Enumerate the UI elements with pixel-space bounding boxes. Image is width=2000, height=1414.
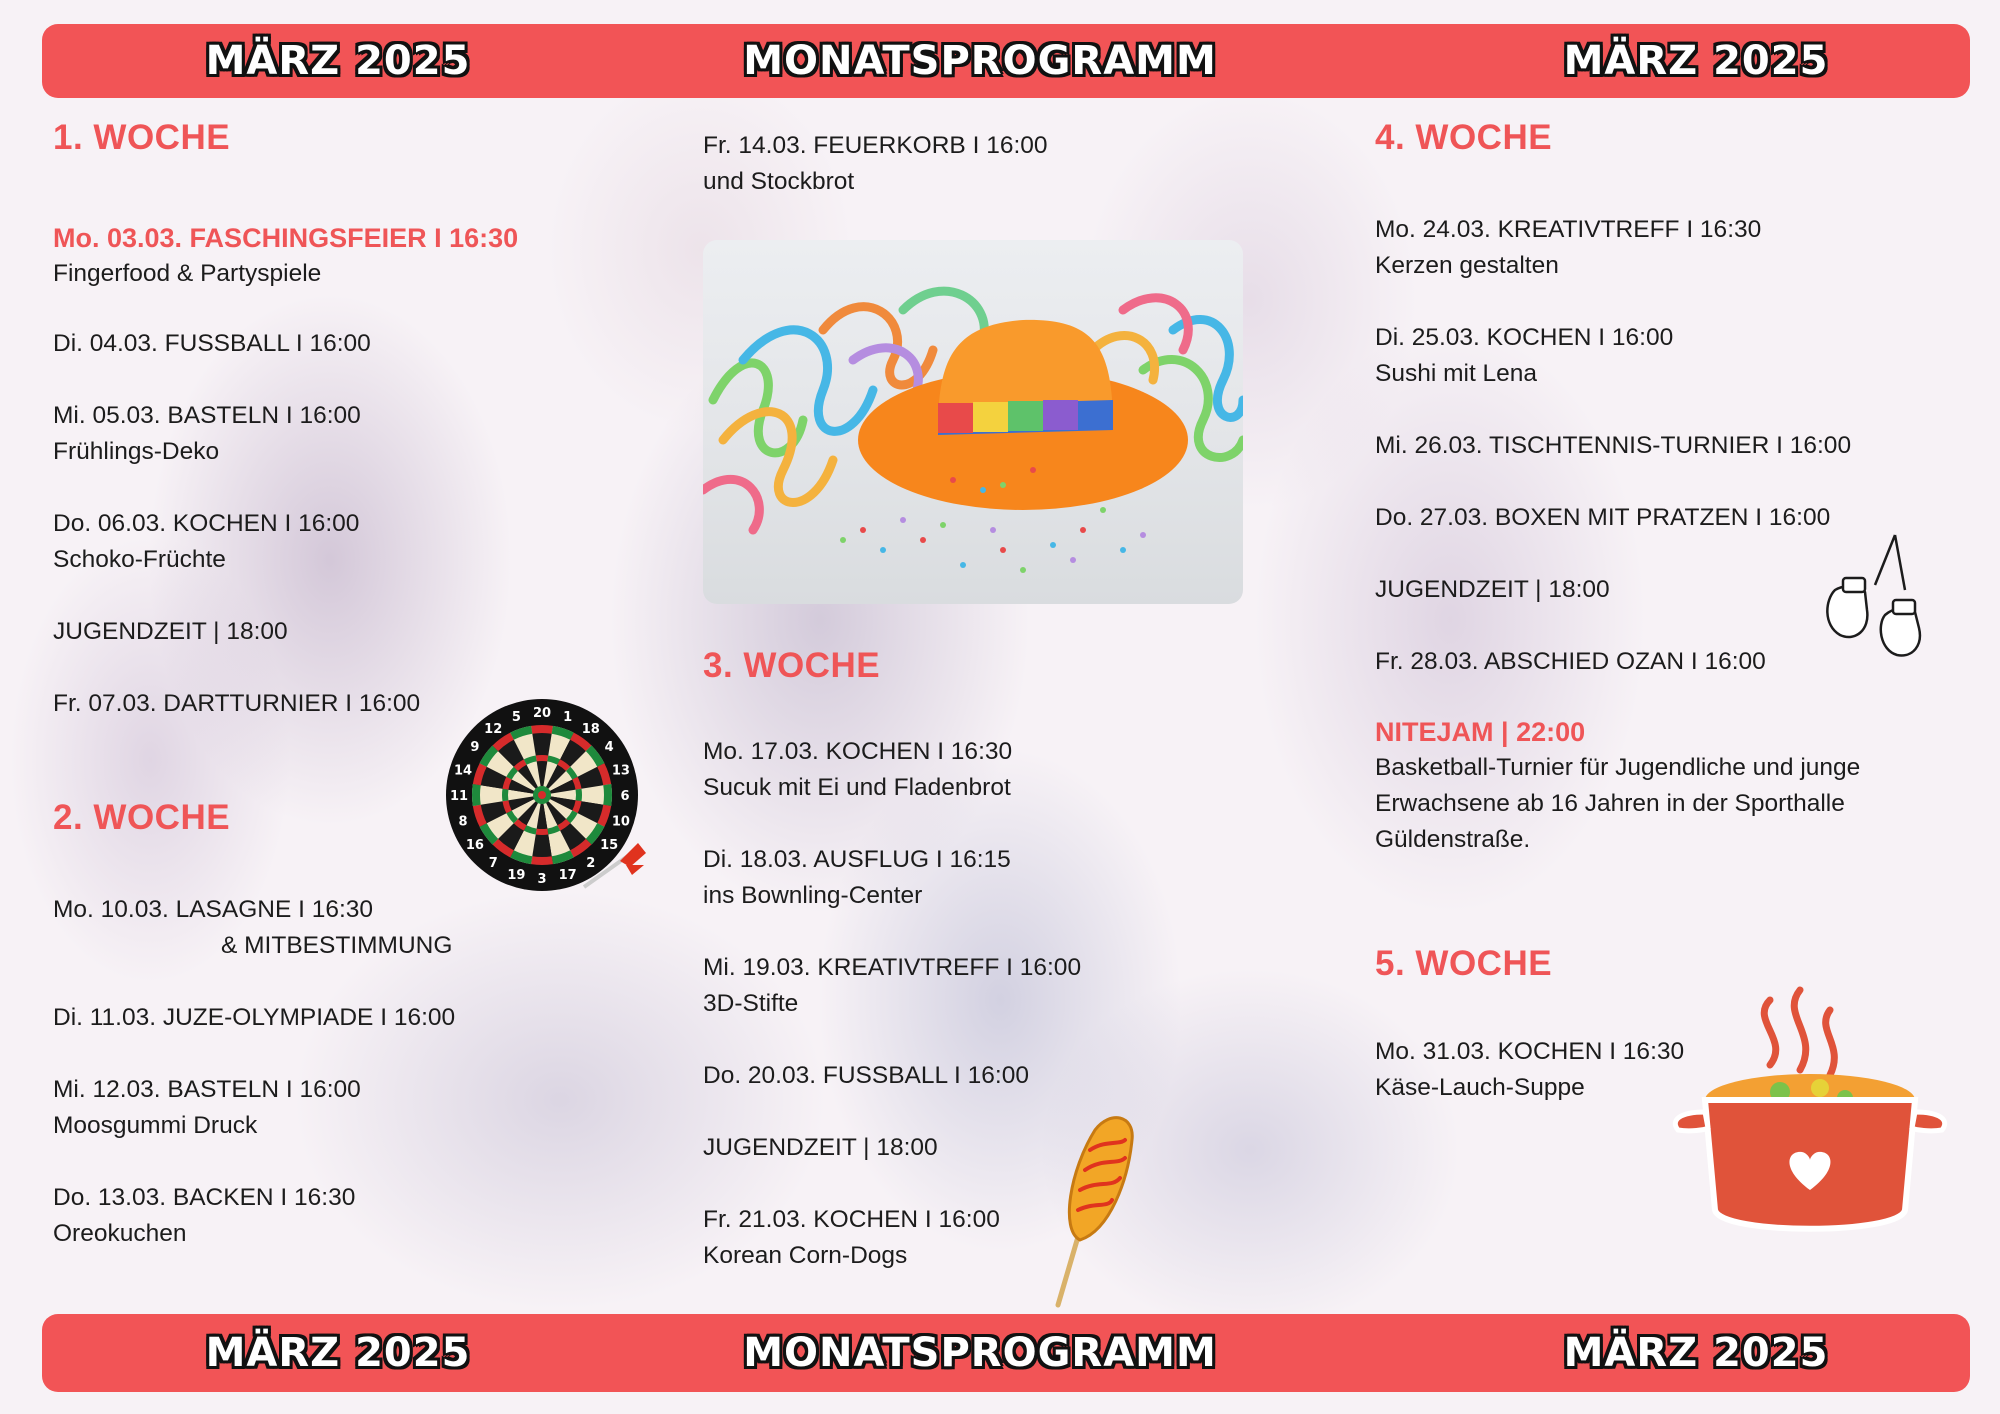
dartboard-number: 12 xyxy=(484,721,503,737)
week-2-heading: 2. WOCHE xyxy=(53,798,231,837)
event-subtitle: Schoko-Früchte xyxy=(53,546,226,573)
week-5-heading: 5. WOCHE xyxy=(1375,944,1553,983)
event-subtitle: Käse-Lauch-Suppe xyxy=(1375,1074,1585,1101)
dartboard-number: 17 xyxy=(558,867,577,883)
event-jugendzeit-2 xyxy=(703,1130,1263,1166)
event-subtitle: Sucuk mit Ei und Fladenbrot xyxy=(703,774,1011,801)
event-subtitle: und Stockbrot xyxy=(703,168,855,195)
event-title: Mo. 10.03. LASAGNE I 16:30 xyxy=(53,896,374,923)
header-band xyxy=(42,24,1970,98)
event-title: NITEJAM | 22:00 xyxy=(1375,717,1586,747)
event-title: Do. 20.03. FUSSBALL I 16:00 xyxy=(703,1062,1029,1089)
event-basteln-2 xyxy=(53,1072,653,1144)
column-2 xyxy=(703,128,1263,200)
event-subtitle: & MITBESTIMMUNG xyxy=(221,932,453,959)
dartboard-number: 7 xyxy=(488,856,498,872)
event-title: Fr. 07.03. DARTTURNIER I 16:00 xyxy=(53,690,421,717)
event-title: Mi. 12.03. BASTELN I 16:00 xyxy=(53,1076,361,1103)
dartboard-number: 2 xyxy=(586,856,596,872)
dartboard-number: 11 xyxy=(449,789,469,804)
event-backen xyxy=(53,1180,653,1252)
event-basteln xyxy=(53,398,653,470)
event-kochen xyxy=(53,506,653,578)
event-fussball xyxy=(53,326,653,362)
dartboard-number: 8 xyxy=(458,814,468,830)
dartboard-number: 13 xyxy=(611,763,630,779)
event-title: Mi. 26.03. TISCHTENNIS-TURNIER I 16:00 xyxy=(1375,432,1852,459)
header-title: MONATSPROGRAMM xyxy=(743,38,1217,84)
event-subtitle: ins Bownling-Center xyxy=(703,882,923,909)
event-title: JUGENDZEIT | 18:00 xyxy=(1375,576,1610,603)
event-subtitle: Fingerfood & Partyspiele xyxy=(53,260,322,287)
event-title: Do. 27.03. BOXEN MIT PRATZEN I 16:00 xyxy=(1375,504,1831,531)
dartboard-number: 6 xyxy=(620,789,630,804)
event-title: Mo. 24.03. KREATIVTREFF I 16:30 xyxy=(1375,216,1762,243)
header-month-left: MÄRZ 2025 xyxy=(205,38,471,84)
event-kochen-corndogs xyxy=(703,1202,1263,1274)
dartboard-number: 18 xyxy=(581,721,600,737)
dartboard-number: 5 xyxy=(511,710,521,726)
event-title: Di. 11.03. JUZE-OLYMPIADE I 16:00 xyxy=(53,1004,456,1031)
event-lasagne xyxy=(53,892,653,964)
cooking-pot-icon xyxy=(1660,980,1960,1250)
event-title: JUGENDZEIT | 18:00 xyxy=(703,1134,938,1161)
footer-month-right: MÄRZ 2025 xyxy=(1563,1330,1829,1376)
event-tischtennis xyxy=(1375,428,1955,464)
steam-icon xyxy=(1764,990,1834,1075)
boxing-gloves-icon xyxy=(1815,530,1935,660)
dartboard-icon xyxy=(442,695,652,895)
event-title: JUGENDZEIT | 18:00 xyxy=(53,618,288,645)
event-subtitle: Korean Corn-Dogs xyxy=(703,1242,908,1269)
dartboard-number: 19 xyxy=(507,867,526,883)
event-title: Mi. 05.03. BASTELN I 16:00 xyxy=(53,402,361,429)
event-kreativtreff-kerzen xyxy=(1375,212,1955,284)
week-3-heading: 3. WOCHE xyxy=(703,646,881,685)
event-kochen-sushi xyxy=(1375,320,1955,392)
event-jugendzeit xyxy=(53,614,653,650)
dartboard-number: 4 xyxy=(604,740,614,756)
event-subtitle: 3D-Stifte xyxy=(703,990,799,1017)
event-kochen-sucuk xyxy=(703,734,1263,806)
dartboard-number: 20 xyxy=(532,706,552,721)
event-title: Di. 18.03. AUSFLUG I 16:15 xyxy=(703,846,1011,873)
event-subtitle: Kerzen gestalten xyxy=(1375,252,1559,279)
event-title: Fr. 28.03. ABSCHIED OZAN I 16:00 xyxy=(1375,648,1766,675)
event-fussball-2 xyxy=(703,1058,1263,1094)
event-subtitle: Moosgummi Druck xyxy=(53,1112,258,1139)
dartboard-number: 1 xyxy=(563,710,573,726)
dartboard-number: 3 xyxy=(537,872,547,887)
event-title: Mo. 31.03. KOCHEN I 16:30 xyxy=(1375,1038,1685,1065)
event-title: Mo. 03.03. FASCHINGSFEIER I 16:30 xyxy=(53,223,519,253)
event-description: Basketball-Turnier für Jugendliche und junge Erwachsene ab 16 Jahren in der Sporthalle Güldenstraße. xyxy=(1375,754,1861,853)
event-subtitle: Sushi mit Lena xyxy=(1375,360,1538,387)
event-title: Do. 06.03. KOCHEN I 16:00 xyxy=(53,510,360,537)
event-title: Do. 13.03. BACKEN I 16:30 xyxy=(53,1184,356,1211)
event-faschingsfeier xyxy=(53,220,653,292)
event-nitejam xyxy=(1375,714,1955,858)
event-title: Mi. 19.03. KREATIVTREFF I 16:00 xyxy=(703,954,1082,981)
event-kreativtreff xyxy=(703,950,1263,1022)
event-title: Fr. 21.03. KOCHEN I 16:00 xyxy=(703,1206,1000,1233)
dartboard-number: 16 xyxy=(465,837,484,853)
event-title: Di. 25.03. KOCHEN I 16:00 xyxy=(1375,324,1674,351)
column-1 xyxy=(53,118,653,1252)
event-title: Mo. 17.03. KOCHEN I 16:30 xyxy=(703,738,1013,765)
dartboard-number: 10 xyxy=(611,814,630,830)
week-1-heading: 1. WOCHE xyxy=(53,118,231,157)
footer-month-left: MÄRZ 2025 xyxy=(205,1330,471,1376)
dartboard-number: 14 xyxy=(454,763,473,779)
dartboard-number: 15 xyxy=(600,837,619,853)
party-hat-image xyxy=(703,240,1243,604)
dartboard-number: 9 xyxy=(470,740,480,756)
event-ausflug xyxy=(703,842,1263,914)
footer-title: MONATSPROGRAMM xyxy=(743,1330,1217,1376)
event-subtitle: Frühlings-Deko xyxy=(53,438,220,465)
event-title: Fr. 14.03. FEUERKORB I 16:00 xyxy=(703,132,1048,159)
event-feuerkorb xyxy=(703,128,1263,200)
week-4-heading: 4. WOCHE xyxy=(1375,118,1553,157)
event-olympiade xyxy=(53,1000,653,1036)
corn-dog-icon xyxy=(1050,1110,1140,1310)
column-2-week-3 xyxy=(703,646,1263,1274)
event-title: Di. 04.03. FUSSBALL I 16:00 xyxy=(53,330,371,357)
header-month-right: MÄRZ 2025 xyxy=(1563,38,1829,84)
event-subtitle: Oreokuchen xyxy=(53,1220,187,1247)
footer-band xyxy=(42,1314,1970,1392)
